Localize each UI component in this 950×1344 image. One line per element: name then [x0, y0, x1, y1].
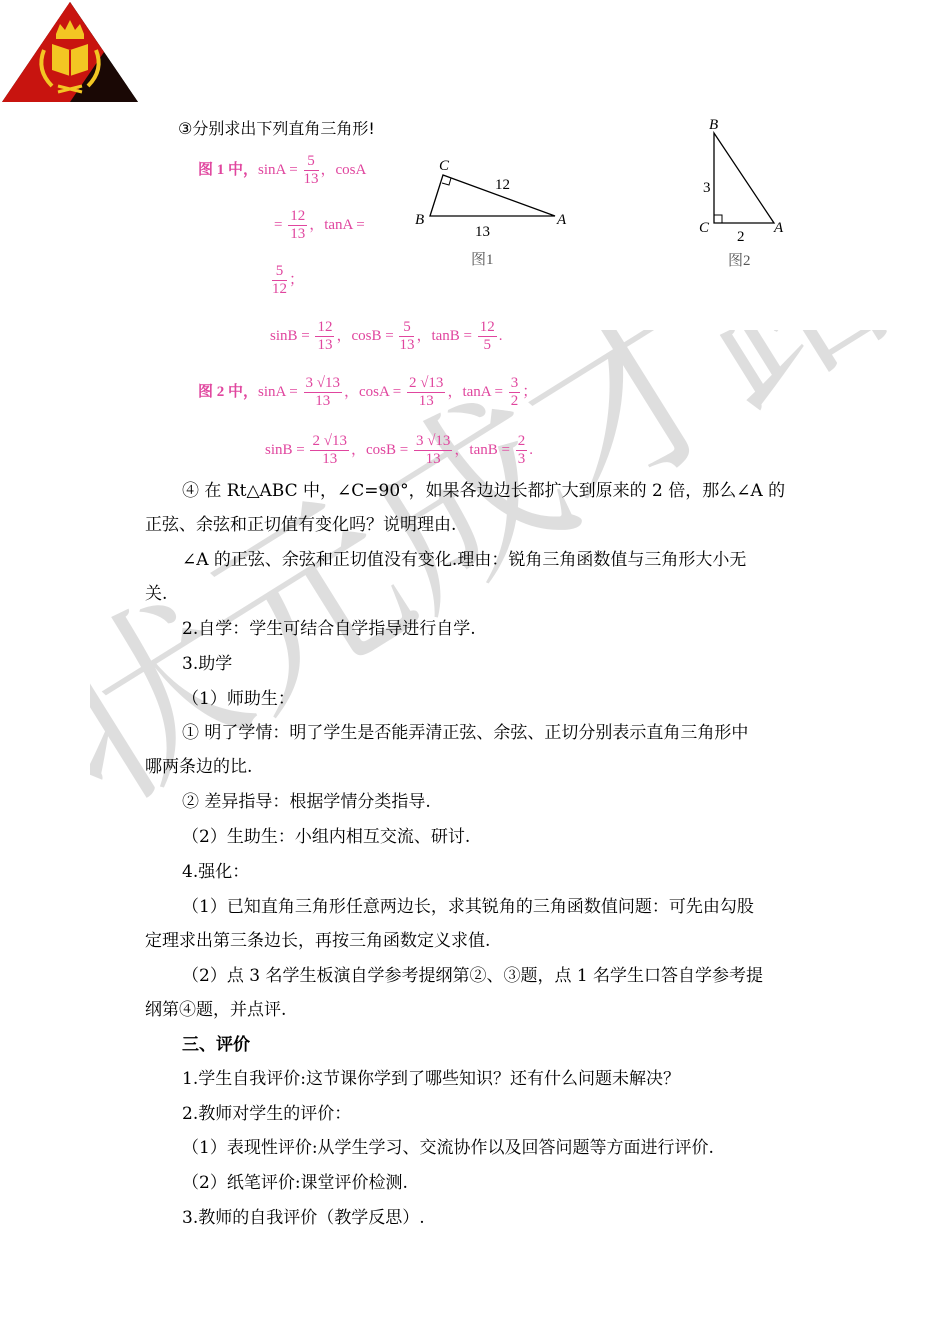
paragraph-line: ∠A 的正弦、余弦和正切值没有变化.理由：锐角三角函数值与三角形大小无: [182, 550, 747, 570]
answer-fig1-line4: sinB = $\frac{12}{13}$ ，cosB = $\frac{5}{13}$ ，tanB = $\frac{12}{5}$ .: [270, 319, 503, 354]
svg-text:13: 13: [475, 224, 490, 240]
paragraph-line: 定理求出第三条边长，再按三角函数定义求值.: [145, 931, 491, 951]
paragraph-line: ① 明了学情：明了学生是否能弄清正弦、余弦、正切分别表示直角三角形中: [182, 723, 749, 743]
answer-fig1-line3: $\frac{5}{12}$ ；: [272, 263, 305, 298]
svg-text:A: A: [774, 220, 784, 236]
paragraph-line: （1）师助生：: [182, 689, 295, 709]
paragraph-line: ② 差异指导：根据学情分类指导.: [182, 792, 431, 812]
logo: [0, 0, 140, 106]
svg-text:12: 12: [495, 177, 510, 193]
paragraph-line: 正弦、余弦和正切值有变化吗？说明理由.: [145, 515, 457, 535]
question-3-title: ③分别求出下列直角三角形!: [178, 119, 375, 138]
svg-text:C: C: [439, 158, 450, 174]
answer-fig2-line1: 图 2 中，sinA = $\frac{3 √13}{13}$ ，cosA = $\frac{2 √13}{13}$ ，tanA = $\frac{3}{2}$ ；: [198, 375, 538, 410]
answer-fig1-line1: 图 1 中，sinA = $\frac{5}{13}$ ，cosA: [198, 153, 367, 188]
figure-1-caption: 图1: [471, 252, 494, 268]
paragraph-line: 4.强化：: [182, 862, 250, 882]
svg-text:B: B: [415, 212, 425, 228]
figure-1: [405, 150, 585, 270]
svg-text:B: B: [709, 117, 719, 133]
watermark-text: 状元成才路: [90, 330, 890, 849]
answer-fig2-line2: sinB = $\frac{2 √13}{13}$ ，cosB = $\frac{3 √13}{13}$ ，tanB = $\frac{2}{3}$ .: [265, 433, 533, 468]
paragraph-line: 纲第④题，并点评.: [145, 1000, 287, 1020]
answer-fig1-line2: = $\frac{12}{13}$ ，tanA =: [274, 208, 365, 243]
paragraph-line: （2）生助生：小组内相互交流、研讨.: [182, 827, 471, 847]
figure-2: [692, 115, 822, 275]
paragraph-line: （1）已知直角三角形任意两边长，求其锐角的三角函数值问题：可先由勾股: [182, 897, 754, 917]
svg-text:C: C: [699, 220, 710, 236]
paragraph-line: 2.自学：学生可结合自学指导进行自学.: [182, 619, 476, 639]
paragraph-line: （1）表现性评价:从学生学习、交流协作以及回答问题等方面进行评价.: [182, 1138, 714, 1158]
paragraph-line: 2.教师对学生的评价：: [182, 1104, 352, 1124]
paragraph-line: 哪两条边的比.: [145, 757, 253, 777]
svg-text:A: A: [557, 212, 567, 228]
paragraph-line: （2）纸笔评价:课堂评价检测.: [182, 1173, 408, 1193]
paragraph-line: 1.学生自我评价:这节课你学到了哪些知识？还有什么问题未解决？: [182, 1069, 680, 1089]
paragraph-line: （2）点 3 名学生板演自学参考提纲第②、③题，点 1 名学生口答自学参考提: [182, 966, 764, 986]
paragraph-line: 关.: [145, 584, 168, 604]
paragraph-line: 3.教师的自我评价（教学反思）.: [182, 1208, 425, 1228]
svg-text:3: 3: [703, 180, 711, 196]
svg-text:2: 2: [737, 229, 745, 245]
paragraph-line: 3.助学: [182, 654, 233, 674]
paragraph-line: ④ 在 Rt△ABC 中，∠C=90°，如果各边边长都扩大到原来的 2 倍，那么∠A 的: [182, 481, 786, 501]
section-heading: 三、评价: [182, 1035, 250, 1055]
figure-2-caption: 图2: [728, 253, 751, 269]
